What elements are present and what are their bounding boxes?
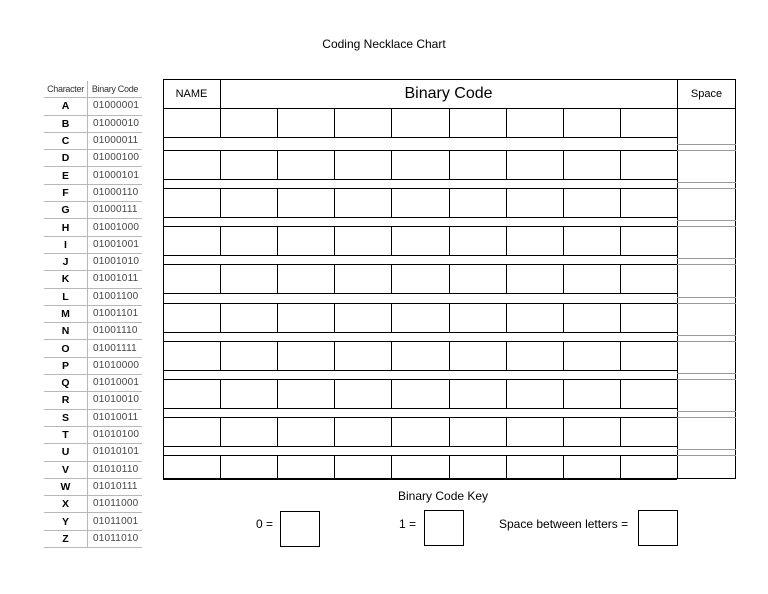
reference-character: U	[44, 444, 88, 461]
name-cell[interactable]	[163, 150, 220, 179]
bit-cell[interactable]	[220, 226, 277, 255]
zero-key-box[interactable]	[280, 511, 320, 547]
grid-divider	[506, 417, 507, 446]
bit-cell[interactable]	[220, 341, 277, 370]
reference-character: E	[44, 167, 88, 184]
key-title: Binary Code Key	[398, 489, 489, 503]
reference-character: L	[44, 288, 88, 305]
reference-character: M	[44, 305, 88, 322]
bit-cell[interactable]	[449, 455, 506, 479]
grid-divider	[677, 411, 736, 412]
space-key-box[interactable]	[638, 510, 678, 546]
grid-divider	[563, 188, 564, 217]
grid-divider	[391, 226, 392, 255]
bit-cell[interactable]	[563, 303, 620, 332]
reference-character: K	[44, 271, 88, 288]
reference-row	[44, 478, 142, 495]
grid-divider	[163, 293, 677, 294]
grid-divider	[163, 179, 677, 180]
reference-character: W	[44, 478, 88, 495]
reference-row	[44, 496, 142, 513]
bit-cell[interactable]	[277, 226, 334, 255]
grid-divider	[563, 226, 564, 255]
reference-binary-code: 01010011	[88, 409, 143, 426]
reference-row	[44, 167, 142, 184]
bit-cell[interactable]	[449, 379, 506, 408]
reference-character: R	[44, 392, 88, 409]
reference-row	[44, 323, 142, 340]
bit-cell[interactable]	[506, 226, 563, 255]
grid-divider	[506, 226, 507, 255]
bit-cell[interactable]	[220, 303, 277, 332]
bit-cell[interactable]	[277, 417, 334, 446]
reference-row	[44, 219, 142, 236]
grid-divider	[391, 341, 392, 370]
reference-character: N	[44, 323, 88, 340]
bit-cell[interactable]	[620, 264, 677, 293]
grid-divider	[449, 303, 450, 332]
bit-cell[interactable]	[277, 455, 334, 479]
grid-divider	[391, 108, 392, 137]
name-cell[interactable]	[163, 379, 220, 408]
grid-divider	[334, 108, 335, 137]
grid-divider	[620, 379, 621, 408]
reference-character: O	[44, 340, 88, 357]
grid-divider	[563, 417, 564, 446]
reference-character: Y	[44, 513, 88, 530]
grid-divider	[506, 455, 507, 479]
reference-character: G	[44, 202, 88, 219]
name-cell[interactable]	[163, 108, 220, 137]
grid-divider	[277, 108, 278, 137]
grid-divider	[620, 417, 621, 446]
reference-row	[44, 461, 142, 478]
reference-character: J	[44, 253, 88, 270]
bit-cell[interactable]	[449, 108, 506, 137]
bit-cell[interactable]	[563, 150, 620, 179]
bit-cell[interactable]	[391, 226, 448, 255]
bit-cell[interactable]	[506, 188, 563, 217]
bit-cell[interactable]	[506, 108, 563, 137]
grid-divider	[449, 417, 450, 446]
grid-divider	[506, 150, 507, 179]
binary-reference-table	[44, 81, 142, 548]
name-header: NAME	[175, 87, 208, 100]
reference-binary-code: 01010100	[88, 426, 143, 443]
reference-binary-code: 01000111	[88, 202, 143, 219]
grid-divider	[277, 264, 278, 293]
space-cell[interactable]	[677, 150, 736, 179]
reference-row	[44, 375, 142, 392]
grid-divider	[334, 303, 335, 332]
bit-cell[interactable]	[391, 150, 448, 179]
bit-cell[interactable]	[506, 303, 563, 332]
bit-cell[interactable]	[506, 455, 563, 479]
grid-divider	[563, 264, 564, 293]
reference-row	[44, 357, 142, 374]
reference-character: P	[44, 357, 88, 374]
reference-character: D	[44, 150, 88, 167]
reference-binary-code: 01010110	[88, 461, 143, 478]
bit-cell[interactable]	[334, 226, 391, 255]
reference-binary-code: 01010001	[88, 375, 143, 392]
bit-cell[interactable]	[449, 226, 506, 255]
space-cell[interactable]	[677, 417, 736, 446]
bit-cell[interactable]	[563, 379, 620, 408]
grid-divider	[506, 264, 507, 293]
grid-divider	[563, 108, 564, 137]
grid-divider	[391, 455, 392, 479]
grid-divider	[220, 79, 221, 108]
reference-character: T	[44, 426, 88, 443]
necklace-grid	[163, 79, 736, 479]
space-cell[interactable]	[677, 455, 736, 484]
grid-divider	[277, 417, 278, 446]
grid-divider	[620, 108, 621, 137]
reference-binary-code: 01011010	[88, 530, 143, 547]
reference-binary-code: 01010111	[88, 478, 143, 495]
grid-divider	[163, 255, 677, 256]
grid-divider	[563, 341, 564, 370]
grid-divider	[677, 335, 736, 336]
one-key-label: 1 =	[399, 517, 417, 531]
grid-divider	[620, 303, 621, 332]
bit-cell[interactable]	[620, 108, 677, 137]
bit-cell[interactable]	[620, 226, 677, 255]
character-column-header: Character	[44, 81, 88, 98]
bit-cell[interactable]	[449, 264, 506, 293]
reference-character: H	[44, 219, 88, 236]
grid-divider	[334, 188, 335, 217]
bit-cell[interactable]	[220, 264, 277, 293]
grid-divider	[334, 455, 335, 479]
name-cell[interactable]	[163, 417, 220, 446]
grid-divider	[277, 303, 278, 332]
bit-cell[interactable]	[563, 417, 620, 446]
grid-divider	[677, 449, 736, 450]
bit-cell[interactable]	[620, 150, 677, 179]
name-cell[interactable]	[163, 341, 220, 370]
bit-cell[interactable]	[620, 417, 677, 446]
bit-cell[interactable]	[334, 188, 391, 217]
bit-cell[interactable]	[620, 188, 677, 217]
reference-row	[44, 115, 142, 132]
reference-binary-code: 01000100	[88, 150, 143, 167]
reference-header-row	[44, 81, 142, 98]
bit-cell[interactable]	[334, 379, 391, 408]
reference-row	[44, 288, 142, 305]
grid-divider	[677, 220, 736, 221]
reference-character: Z	[44, 530, 88, 547]
grid-divider	[506, 341, 507, 370]
grid-divider	[620, 188, 621, 217]
grid-divider	[677, 417, 736, 418]
grid-divider	[163, 479, 677, 480]
grid-divider	[334, 264, 335, 293]
space-cell[interactable]	[677, 226, 736, 255]
grid-divider	[449, 108, 450, 137]
grid-divider	[277, 150, 278, 179]
grid-divider	[277, 341, 278, 370]
bit-cell[interactable]	[334, 341, 391, 370]
grid-divider	[506, 188, 507, 217]
space-cell[interactable]	[677, 264, 736, 293]
bit-cell[interactable]	[506, 264, 563, 293]
grid-divider	[449, 341, 450, 370]
reference-row	[44, 202, 142, 219]
bit-cell[interactable]	[620, 455, 677, 479]
bit-cell[interactable]	[506, 341, 563, 370]
grid-divider	[391, 188, 392, 217]
reference-row	[44, 271, 142, 288]
grid-divider	[677, 182, 736, 183]
reference-character: C	[44, 132, 88, 149]
reference-character: I	[44, 236, 88, 253]
grid-divider	[334, 417, 335, 446]
bit-cell[interactable]	[220, 108, 277, 137]
reference-row	[44, 409, 142, 426]
bit-cell[interactable]	[277, 188, 334, 217]
bit-cell[interactable]	[391, 108, 448, 137]
space-cell[interactable]	[677, 341, 736, 370]
reference-binary-code: 01001100	[88, 288, 143, 305]
grid-divider	[506, 303, 507, 332]
name-cell[interactable]	[163, 264, 220, 293]
bit-cell[interactable]	[449, 303, 506, 332]
grid-divider	[620, 264, 621, 293]
bit-cell[interactable]	[391, 455, 448, 479]
grid-divider	[677, 379, 736, 380]
bit-cell[interactable]	[277, 108, 334, 137]
bit-cell[interactable]	[449, 417, 506, 446]
reference-binary-code: 01011000	[88, 496, 143, 513]
reference-row	[44, 132, 142, 149]
reference-binary-code: 01001000	[88, 219, 143, 236]
space-header: Space	[690, 87, 723, 100]
grid-divider	[563, 303, 564, 332]
grid-divider	[677, 150, 736, 151]
grid-divider	[163, 370, 677, 371]
grid-divider	[677, 144, 736, 145]
grid-divider	[563, 379, 564, 408]
bit-cell[interactable]	[334, 264, 391, 293]
binary-column-header: Binary Code	[88, 81, 143, 98]
reference-character: X	[44, 496, 88, 513]
reference-character: Q	[44, 375, 88, 392]
grid-divider	[620, 150, 621, 179]
grid-divider	[677, 188, 736, 189]
grid-divider	[334, 226, 335, 255]
reference-row	[44, 98, 142, 115]
reference-row	[44, 426, 142, 443]
reference-binary-code: 01001010	[88, 253, 143, 270]
grid-divider	[506, 379, 507, 408]
grid-divider	[163, 137, 677, 138]
reference-character: S	[44, 409, 88, 426]
bit-cell[interactable]	[563, 455, 620, 479]
grid-divider	[449, 379, 450, 408]
bit-cell[interactable]	[391, 417, 448, 446]
space-cell[interactable]	[677, 188, 736, 217]
grid-divider	[277, 379, 278, 408]
bit-cell[interactable]	[220, 417, 277, 446]
grid-divider	[449, 150, 450, 179]
reference-binary-code: 01001101	[88, 305, 143, 322]
reference-row	[44, 236, 142, 253]
bit-cell[interactable]	[449, 341, 506, 370]
bit-cell[interactable]	[563, 188, 620, 217]
grid-divider	[677, 341, 736, 342]
grid-divider	[277, 188, 278, 217]
grid-divider	[677, 226, 736, 227]
name-cell[interactable]	[163, 303, 220, 332]
bit-cell[interactable]	[334, 150, 391, 179]
grid-divider	[677, 258, 736, 259]
bit-cell[interactable]	[220, 188, 277, 217]
name-cell[interactable]	[163, 455, 220, 479]
grid-divider	[506, 108, 507, 137]
bit-cell[interactable]	[391, 341, 448, 370]
reference-binary-code: 01000010	[88, 115, 143, 132]
binary-code-header: Binary Code	[404, 84, 493, 102]
grid-divider	[677, 264, 736, 265]
reference-binary-code: 01010010	[88, 392, 143, 409]
grid-divider	[391, 303, 392, 332]
bit-cell[interactable]	[220, 150, 277, 179]
grid-divider	[677, 303, 736, 304]
bit-cell[interactable]	[277, 341, 334, 370]
grid-divider	[334, 150, 335, 179]
bit-cell[interactable]	[563, 108, 620, 137]
reference-row	[44, 530, 142, 547]
name-cell[interactable]	[163, 226, 220, 255]
bit-cell[interactable]	[220, 379, 277, 408]
reference-binary-code: 01000001	[88, 98, 143, 115]
bit-cell[interactable]	[220, 455, 277, 479]
grid-divider	[677, 455, 736, 456]
reference-binary-code: 01010101	[88, 444, 143, 461]
reference-row	[44, 392, 142, 409]
reference-row	[44, 340, 142, 357]
space-cell[interactable]	[677, 379, 736, 408]
grid-divider	[563, 455, 564, 479]
bit-cell[interactable]	[334, 455, 391, 479]
reference-binary-code: 01001011	[88, 271, 143, 288]
reference-binary-code: 01000101	[88, 167, 143, 184]
bit-cell[interactable]	[449, 150, 506, 179]
bit-cell[interactable]	[334, 417, 391, 446]
reference-row	[44, 305, 142, 322]
grid-divider	[391, 264, 392, 293]
grid-divider	[620, 455, 621, 479]
grid-divider	[163, 332, 677, 333]
grid-divider	[620, 341, 621, 370]
reference-binary-code: 01010000	[88, 357, 143, 374]
bit-cell[interactable]	[391, 264, 448, 293]
reference-binary-code: 01001110	[88, 323, 143, 340]
bit-cell[interactable]	[449, 188, 506, 217]
reference-binary-code: 01000011	[88, 132, 143, 149]
grid-divider	[449, 226, 450, 255]
reference-character: F	[44, 184, 88, 201]
bit-cell[interactable]	[620, 303, 677, 332]
grid-divider	[334, 341, 335, 370]
grid-divider	[277, 226, 278, 255]
bit-cell[interactable]	[506, 379, 563, 408]
name-cell[interactable]	[163, 188, 220, 217]
bit-cell[interactable]	[563, 226, 620, 255]
grid-divider	[391, 379, 392, 408]
space-key-label: Space between letters =	[499, 517, 629, 531]
grid-divider	[163, 217, 677, 218]
space-cell[interactable]	[677, 303, 736, 332]
bit-cell[interactable]	[506, 150, 563, 179]
zero-key-label: 0 =	[256, 517, 274, 531]
bit-cell[interactable]	[277, 379, 334, 408]
reference-row	[44, 253, 142, 270]
grid-divider	[449, 455, 450, 479]
bit-cell[interactable]	[334, 108, 391, 137]
grid-divider	[677, 297, 736, 298]
bit-cell[interactable]	[391, 303, 448, 332]
reference-character: V	[44, 461, 88, 478]
page-title: Coding Necklace Chart	[322, 37, 446, 51]
grid-divider	[163, 446, 677, 447]
grid-divider	[677, 373, 736, 374]
grid-divider	[563, 150, 564, 179]
grid-divider	[334, 379, 335, 408]
reference-binary-code: 01001111	[88, 340, 143, 357]
bit-cell[interactable]	[391, 379, 448, 408]
grid-divider	[163, 408, 677, 409]
reference-character: B	[44, 115, 88, 132]
grid-divider	[391, 150, 392, 179]
bit-cell[interactable]	[506, 417, 563, 446]
grid-divider	[620, 226, 621, 255]
one-key-box[interactable]	[424, 510, 464, 546]
grid-divider	[277, 455, 278, 479]
bit-cell[interactable]	[277, 150, 334, 179]
bit-cell[interactable]	[391, 188, 448, 217]
grid-divider	[449, 264, 450, 293]
reference-row	[44, 513, 142, 530]
space-cell[interactable]	[677, 108, 736, 137]
bit-cell[interactable]	[563, 264, 620, 293]
bit-cell[interactable]	[277, 303, 334, 332]
grid-divider	[391, 417, 392, 446]
bit-cell[interactable]	[620, 379, 677, 408]
bit-cell[interactable]	[563, 341, 620, 370]
reference-row	[44, 150, 142, 167]
reference-binary-code: 01001001	[88, 236, 143, 253]
bit-cell[interactable]	[334, 303, 391, 332]
reference-row	[44, 184, 142, 201]
bit-cell[interactable]	[620, 341, 677, 370]
reference-binary-code: 01000110	[88, 184, 143, 201]
reference-row	[44, 444, 142, 461]
reference-character: A	[44, 98, 88, 115]
bit-cell[interactable]	[277, 264, 334, 293]
grid-divider	[449, 188, 450, 217]
reference-binary-code: 01011001	[88, 513, 143, 530]
